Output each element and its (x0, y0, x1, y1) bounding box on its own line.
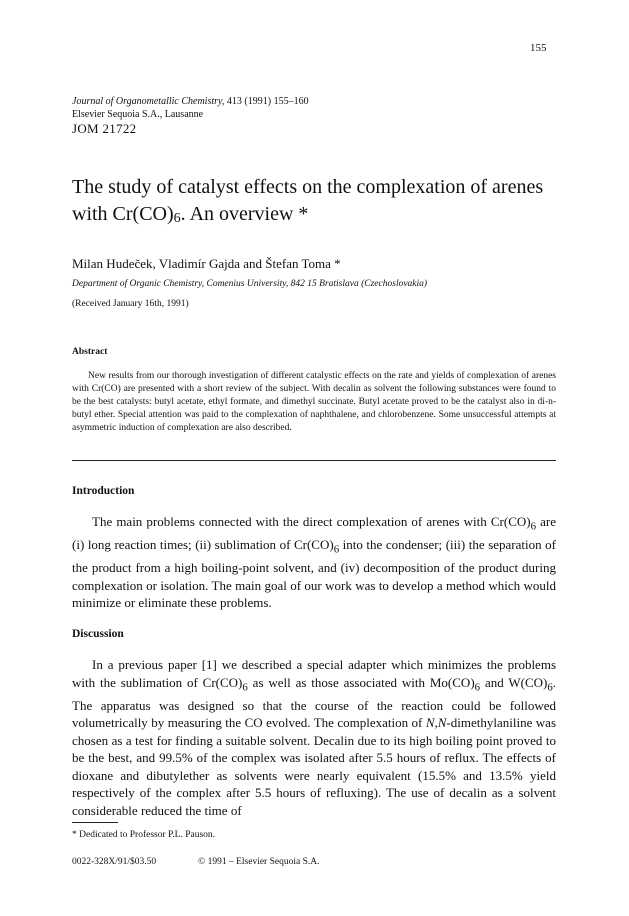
disc-text-2: as well as those associated with Mo(CO) (247, 674, 475, 690)
intro-sub-1: 6 (530, 520, 537, 533)
disc-italic: N,N (425, 715, 447, 731)
section-divider (72, 460, 556, 461)
received-date: (Received January 16th, 1991) (72, 299, 189, 309)
disc-text-5: -dimethylaniline was chosen as a test for finding a suitable solvent. Decalin due to its high boiling point proved to be the best, and 99.5% of the complex was isolated after 5.5 hours of reflux. The effects of dioxane and dibutylether as solvents were nearly equivalent (15.5% and 13.5% yield respectively of the complex after 5.5 hours of refluxing). The use of decalin as a solvent considerable reduced the time of (72, 715, 557, 818)
title-subscript: 6 (173, 211, 181, 226)
disc-text-1: In a previous paper [1] we described a special adapter which minimizes the problems with the sublimation of Cr(CO) (72, 657, 556, 690)
intro-text-3: into the condenser; (iii) the separation of the product from a high boiling-point solvent, and (iv) decomposition of the product during complexation or isolation. The main goal of our work was to develop a method which would minimize or eliminate these problems. (72, 537, 556, 611)
journal-citation (72, 95, 309, 121)
footnote: * Dedicated to Professor P.L. Pauson. (72, 830, 216, 840)
discussion-heading: Discussion (72, 628, 124, 640)
journal-volume-pages: 413 (1991) 155–160 (224, 96, 309, 107)
article-id: JOM 21722 (72, 121, 137, 136)
introduction-heading: Introduction (72, 485, 135, 497)
intro-text-2: are (i) long reaction times; (ii) sublimation of Cr(CO) (72, 514, 557, 553)
title-line-1: The study of catalyst effects on the complexation of arenes (72, 176, 544, 198)
title-suffix: . An overview * (180, 203, 309, 225)
page-number: 155 (530, 42, 547, 54)
journal-name: Journal of Organometallic Chemistry, (72, 96, 225, 107)
disc-sub-2: 6 (474, 681, 481, 694)
disc-text-4: . The apparatus was designed so that the course of the reaction could be followed volumetrically by measuring the CO evolved. The complexation of (72, 674, 556, 731)
disc-text-3: and W(CO) (480, 674, 548, 690)
abstract-body: New results from our thorough investigation of different catalystic effects on the rate and yields of complexation of arenes with Cr(CO) are presented with a short review of the subject. With decalin as solvent the following substances were found to be the best catalysts: butyl acetate, ethyl formate, and dimethyl succinate. Butyl acetate proved to be the catalyst also in di-n-butyl ether. Special attention was paid to the complexation of naphthalene, and chlorobenzene. Some unsuccessful attempts at asymmetric induction of complexation are also described. (72, 371, 556, 433)
publisher: Elsevier Sequoia S.A., Lausanne (72, 109, 204, 120)
title-formula: with Cr(CO) (72, 203, 174, 225)
copyright: © 1991 – Elsevier Sequoia S.A. (198, 857, 320, 867)
discussion-paragraph (72, 656, 556, 819)
disc-sub-3: 6 (547, 681, 553, 694)
authors: Milan Hudeček, Vladimír Gajda and Štefan Toma * (72, 256, 341, 271)
abstract-heading: Abstract (72, 347, 108, 357)
disc-sub-1: 6 (242, 681, 248, 694)
article-title (72, 174, 592, 232)
intro-sub-2: 6 (333, 543, 340, 556)
footnote-rule (72, 822, 118, 823)
intro-text-1: The main problems connected with the direct complexation of arenes with Cr(CO) (92, 514, 531, 529)
introduction-paragraph (72, 513, 556, 612)
issn-price: 0022-328X/91/$03.50 (72, 857, 157, 867)
affiliation: Department of Organic Chemistry, Comenius University, 842 15 Bratislava (Czechoslovakia) (72, 279, 428, 289)
title-line-2 (72, 201, 592, 232)
